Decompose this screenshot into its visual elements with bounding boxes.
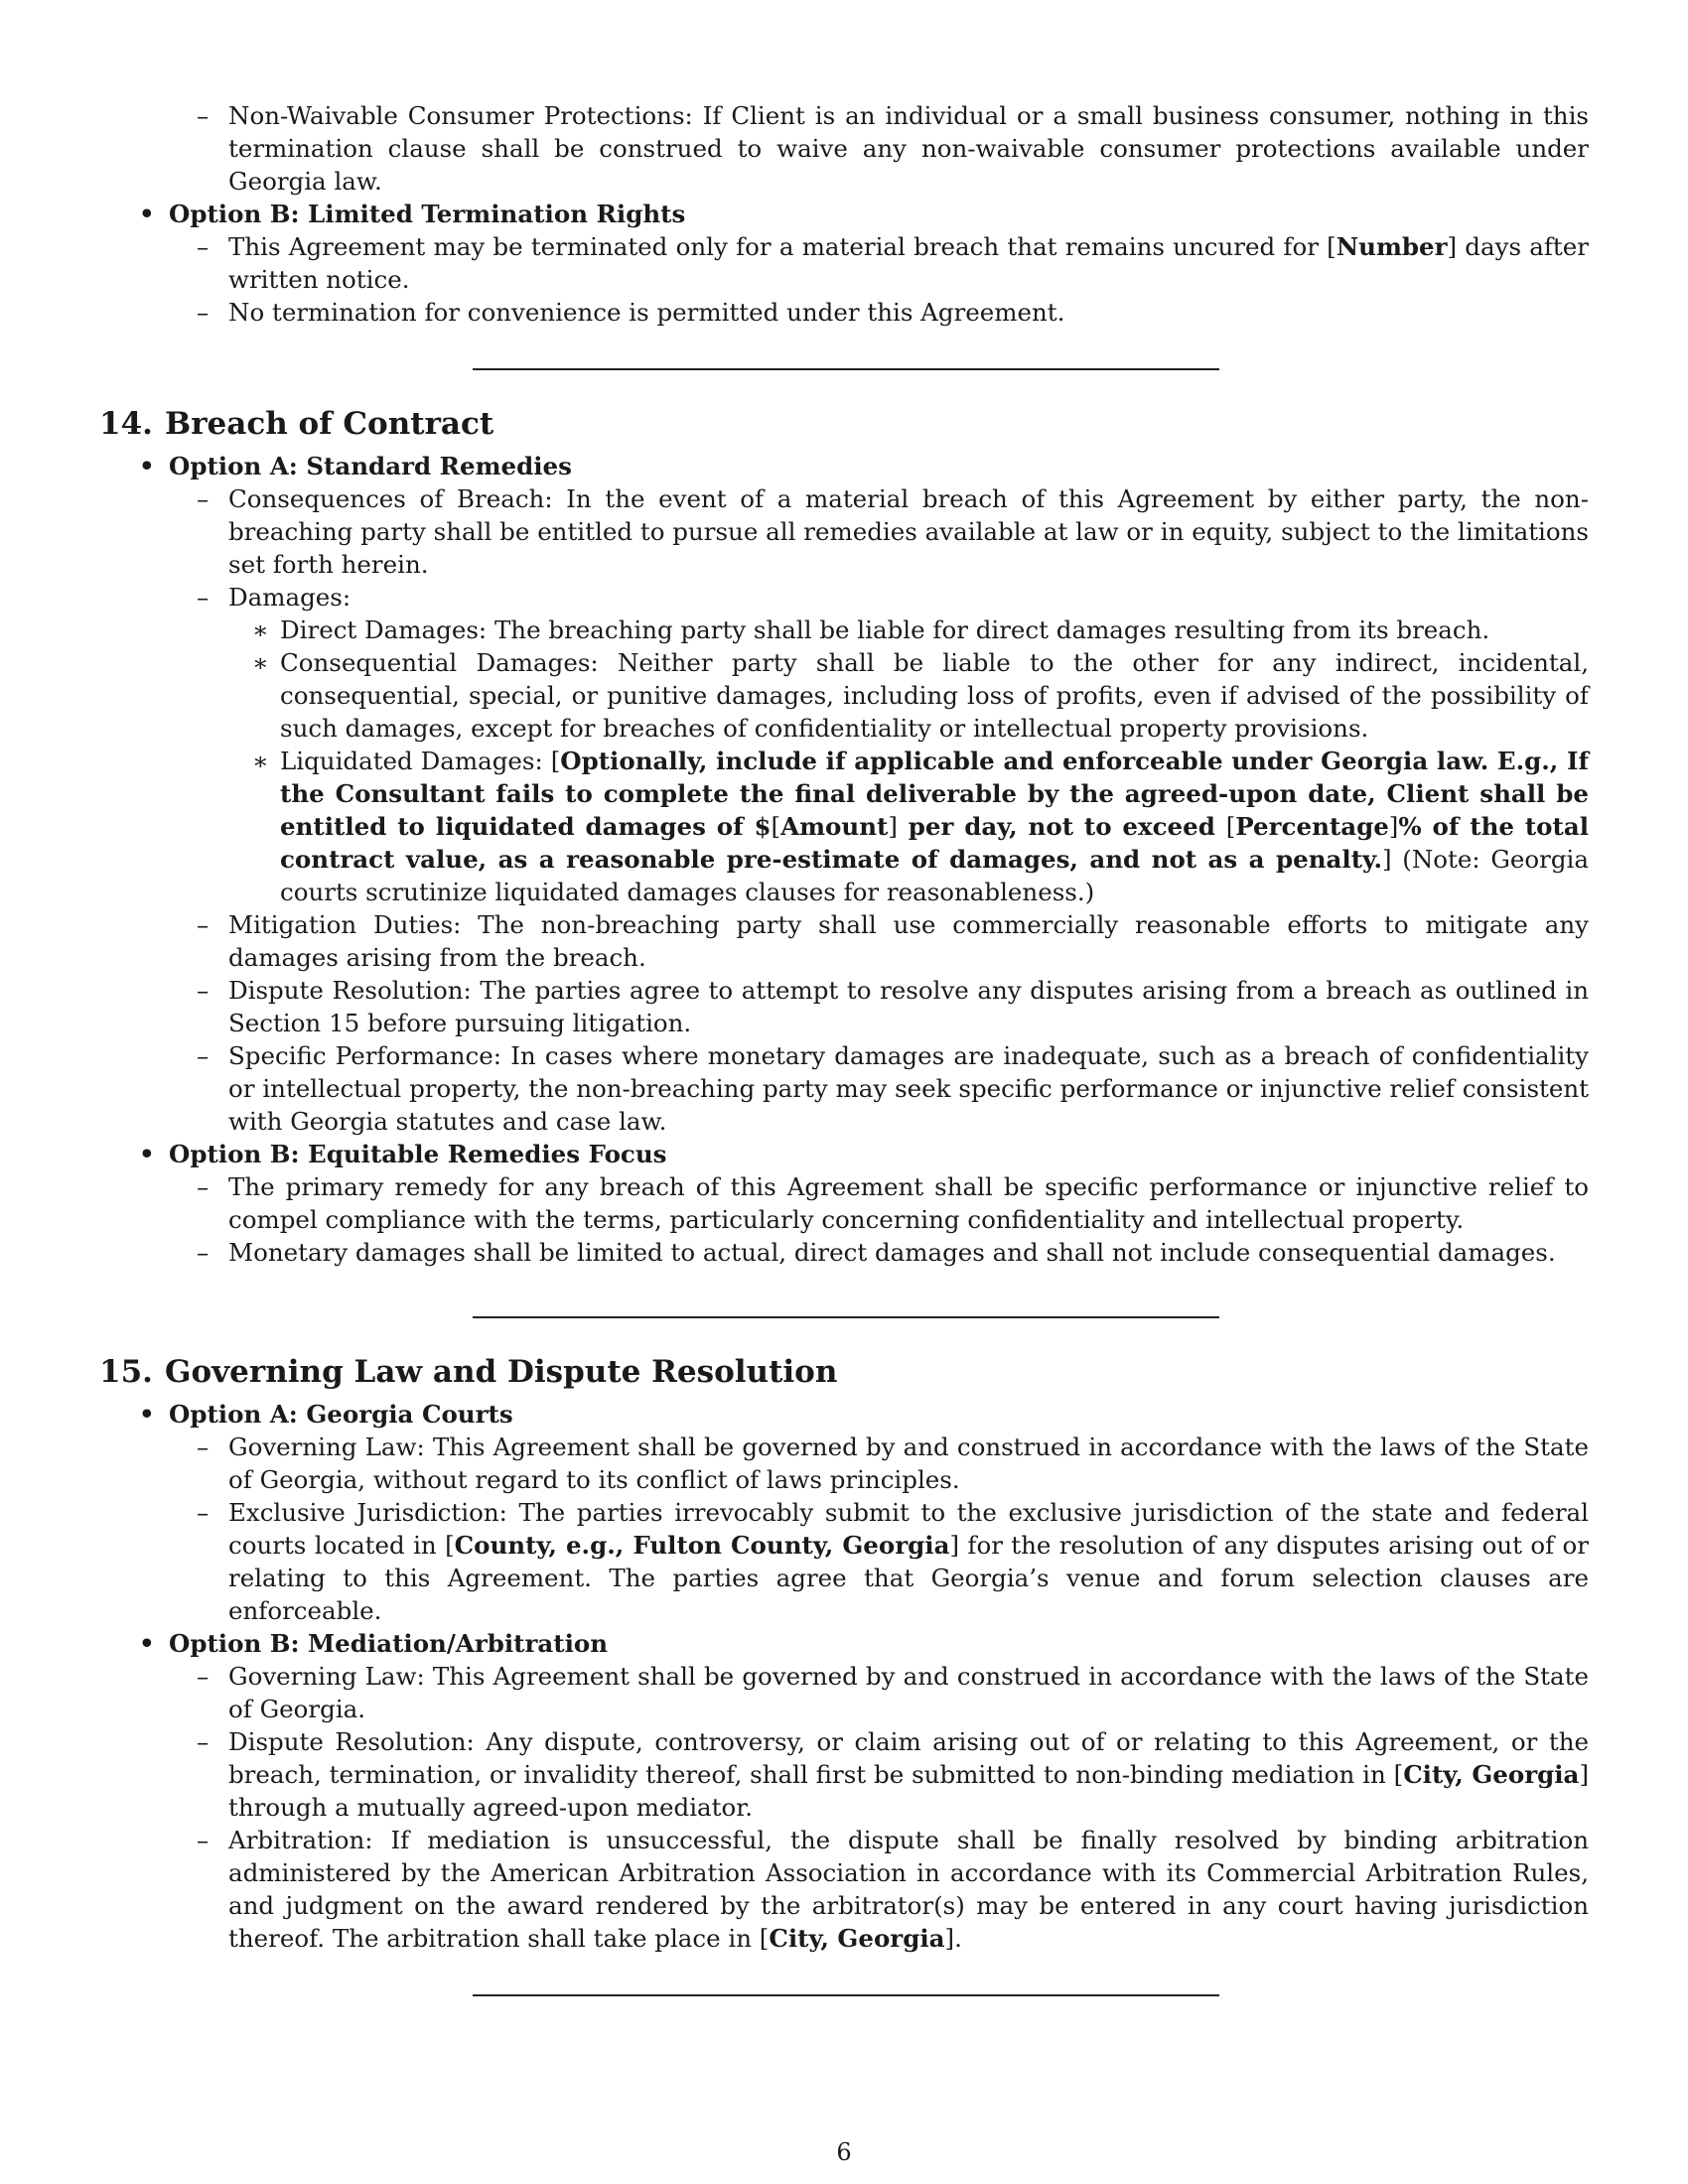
section-heading [99, 1352, 1589, 1392]
list-item [197, 1660, 1589, 1725]
dash-marker: – [197, 1662, 210, 1691]
item-text: ]. [944, 1924, 962, 1953]
list-item [197, 230, 1589, 296]
section-divider [99, 1269, 1589, 1334]
item-text: The breaching party shall be liable for direct damages resulting from its breach. [487, 615, 1490, 644]
item-label: Dispute Resolution: [228, 1727, 475, 1756]
option-title: Option B: Limited Termination Rights [169, 200, 686, 228]
list-item [197, 1725, 1589, 1824]
item-text: In cases where monetary damages are inadequate, such as a breach of confidentiality or intellectual property, the non-breaching party may seek specific performance or injunctive relief consistent with Georgia statutes and case law. [228, 1041, 1589, 1136]
dash-marker: – [197, 1433, 210, 1461]
horizontal-rule [473, 368, 1219, 370]
dash-marker: – [197, 484, 210, 513]
bracket: [ [1225, 812, 1236, 841]
item-label: Governing Law: [228, 1433, 425, 1461]
list-item [197, 1496, 1590, 1627]
option-title: Option B: Mediation/Arbitration [169, 1629, 609, 1658]
item-text: The parties agree to attempt to resolve any disputes arising from a breach as outlined in Section 15 before pursuing litigation. [228, 976, 1589, 1037]
dash-marker: – [197, 1041, 210, 1070]
bracket: [ [771, 812, 781, 841]
item-text: Neither party shall be liable to the other for any indirect, incidental, consequential, special, or punitive damages, including loss of profits, even if advised of the possibility of such damages, except for breaches of confidentiality or intellectual property provisions. [280, 648, 1589, 743]
bracket: ] [1382, 845, 1392, 874]
item-label: Direct Damages: [280, 615, 488, 644]
item-label: Damages: [228, 583, 352, 612]
section-number: 14. [99, 406, 153, 442]
list-item [197, 296, 1589, 329]
item-text: This Agreement shall be governed by and construed in accordance with the laws of the State of Georgia. [228, 1662, 1589, 1723]
section-divider [99, 1955, 1589, 2020]
dash-marker: – [197, 1172, 210, 1201]
item-text: ] through a mutually agreed-upon mediator. [228, 1760, 1589, 1822]
dash-marker: – [197, 583, 210, 612]
star-marker: ∗ [252, 747, 269, 775]
bullet-marker: • [139, 1140, 155, 1168]
list-item [197, 581, 1589, 614]
dash-marker: – [197, 1238, 210, 1267]
bracket: ] [888, 812, 898, 841]
dash-marker: – [197, 1498, 210, 1527]
item-text: The non-breaching party shall use commercially reasonable efforts to mitigate any damages arising from the breach. [228, 910, 1589, 972]
item-text: The parties irrevocably submit to the exclusive jurisdiction of the state and federal courts located in [ [228, 1498, 1589, 1560]
item-label: Exclusive Jurisdiction: [228, 1498, 507, 1527]
option-heading [139, 198, 1589, 230]
section-title: Governing Law and Dispute Resolution [165, 1354, 838, 1390]
horizontal-rule [473, 1316, 1219, 1318]
dash-marker: – [197, 976, 210, 1005]
list-item [197, 1431, 1589, 1496]
item-text: In the event of a material breach of this Agreement by either party, the non-breaching party shall be entitled to pursue all remedies available at law or in equity, subject to the limitations set forth herein. [228, 484, 1589, 579]
section-heading [99, 404, 1589, 444]
placeholder-text: Optionally, include if applicable and enforceable under Georgia law. E.g., If the Consultant fails to complete the final deliverable by the agreed-upon date, Client shall be entitled to liquidated damages of $ [280, 747, 1589, 841]
section-title: Breach of Contract [165, 406, 494, 442]
placeholder-text: per day, not to exceed [897, 812, 1226, 841]
item-text: No termination for convenience is permitted under this Agreement. [228, 298, 1065, 327]
dash-marker: – [197, 232, 210, 261]
item-text: ] for the resolution of any disputes arising out of or relating to this Agreement. The parties agree that Georgia’s venue and forum selection clauses are enforceable. [228, 1531, 1590, 1625]
section-number: 15. [99, 1354, 153, 1390]
dash-marker: – [197, 910, 210, 939]
option-title: Option A: Standard Remedies [169, 452, 572, 480]
option-heading [139, 1627, 1589, 1660]
bracket: ] [1388, 812, 1399, 841]
dash-marker: – [197, 298, 210, 327]
star-marker: ∗ [252, 648, 269, 677]
item-text: Any dispute, controversy, or claim arising out of or relating to this Agreement, or the breach, termination, or invalidity thereof, shall first be submitted to non-binding mediation in [ [228, 1727, 1589, 1789]
page-content [99, 99, 1589, 2020]
item-label: Consequential Damages: [280, 648, 599, 677]
placeholder-text: % of the total contract value, as a reasonable pre-estimate of damages, and not as a penalty. [280, 812, 1590, 874]
item-text: Monetary damages shall be limited to actual, direct damages and shall not include consequential damages. [228, 1238, 1556, 1267]
item-text: ] days after written notice. [228, 232, 1589, 294]
sub-list-item [252, 745, 1590, 908]
dash-marker: – [197, 1727, 210, 1756]
list-item [197, 1039, 1589, 1138]
star-marker: ∗ [252, 615, 269, 644]
item-text: This Agreement shall be governed by and construed in accordance with the laws of the State of Georgia, without regard to its conflict of laws principles. [228, 1433, 1589, 1494]
option-heading [139, 450, 1589, 482]
page-number: 6 [836, 2138, 852, 2166]
dash-marker: – [197, 101, 210, 130]
item-label: Mitigation Duties: [228, 910, 462, 939]
placeholder-city: City, Georgia [769, 1924, 945, 1953]
horizontal-rule [473, 1994, 1219, 1996]
list-item [197, 482, 1589, 581]
option-heading [139, 1398, 1589, 1431]
item-text: If Client is an individual or a small business consumer, nothing in this termination clause shall be construed to waive any non-waivable consumer protections available under Georgia law. [228, 101, 1589, 196]
item-label: Specific Performance: [228, 1041, 502, 1070]
placeholder-county: County, e.g., Fulton County, Georgia [454, 1531, 950, 1560]
bullet-marker: • [139, 200, 155, 228]
bullet-marker: • [139, 452, 155, 480]
item-label: Dispute Resolution: [228, 976, 472, 1005]
sub-list-item [252, 614, 1589, 646]
placeholder-number: Number [1336, 232, 1448, 261]
item-label: Non-Waivable Consumer Protections: [228, 101, 693, 130]
placeholder-amount: Amount [780, 812, 889, 841]
placeholder-percentage: Percentage [1235, 812, 1389, 841]
item-label: Arbitration: [228, 1826, 373, 1854]
dash-marker: – [197, 1826, 210, 1854]
option-heading [139, 1138, 1589, 1170]
item-text: This Agreement may be terminated only for a material breach that remains uncured for [ [228, 232, 1336, 261]
item-text: The primary remedy for any breach of this Agreement shall be specific performance or injunctive relief to compel compliance with the terms, particularly concerning confidentiality and intellectual property. [228, 1172, 1589, 1234]
item-label: Consequences of Breach: [228, 484, 553, 513]
placeholder-city: City, Georgia [1403, 1760, 1580, 1789]
list-item [197, 974, 1589, 1039]
sub-list-item [252, 646, 1589, 745]
list-item [197, 1824, 1589, 1955]
list-item [197, 908, 1589, 974]
bullet-marker: • [139, 1629, 155, 1658]
section-divider [99, 329, 1589, 394]
list-item [197, 1170, 1589, 1236]
item-label: Liquidated Damages: [280, 747, 551, 775]
list-item [197, 99, 1589, 198]
bracket: [ [550, 747, 561, 775]
list-item [197, 1236, 1589, 1269]
option-title: Option B: Equitable Remedies Focus [169, 1140, 667, 1168]
item-text: If mediation is unsuccessful, the dispute shall be finally resolved by binding arbitration administered by the American Arbitration Association in accordance with its Commercial Arbitration Rules, and judgment on the award rendered by the arbitrator(s) may be entered in any court having jurisdiction thereof. The arbitration shall take place in [ [228, 1826, 1589, 1953]
note-text: (Note: Georgia courts scrutinize liquidated damages clauses for reasonableness.) [280, 845, 1589, 906]
bullet-marker: • [139, 1400, 155, 1429]
option-title: Option A: Georgia Courts [169, 1400, 513, 1429]
item-label: Governing Law: [228, 1662, 425, 1691]
